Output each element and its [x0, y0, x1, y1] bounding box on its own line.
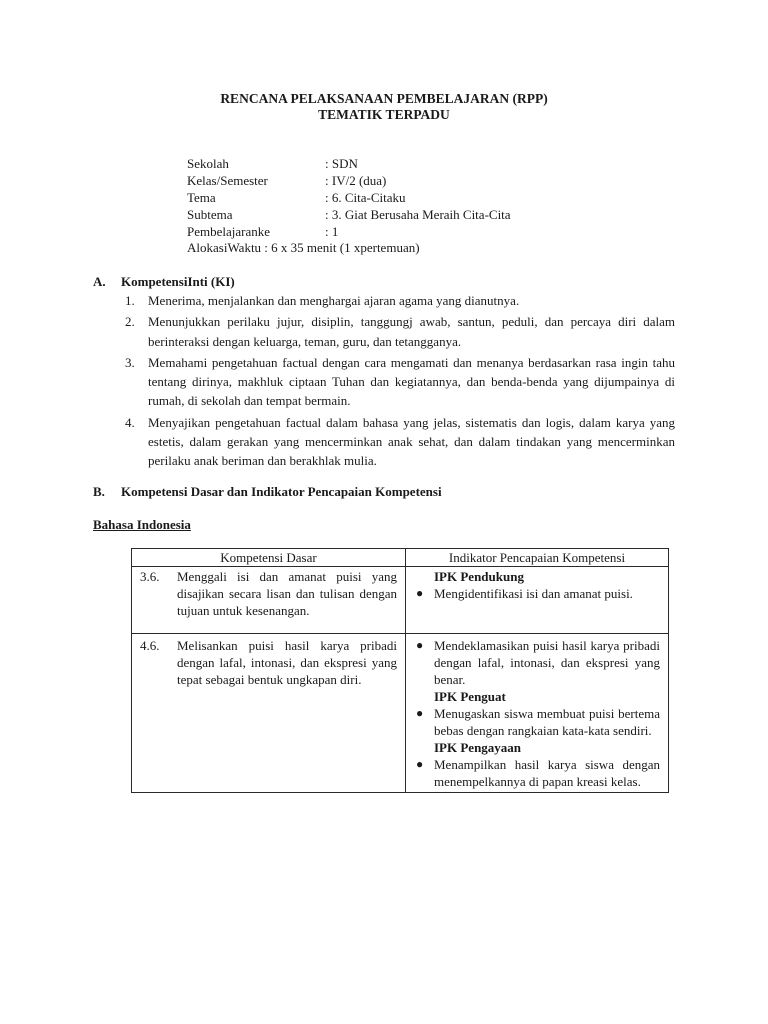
section-b-heading	[93, 483, 442, 500]
section-letter: A.	[93, 274, 106, 289]
section-title: Kompetensi Dasar dan Indikator Pencapaian Kompetensi	[121, 484, 442, 499]
bullet-icon: ●	[416, 706, 424, 720]
subject-heading: Bahasa Indonesia	[93, 517, 191, 532]
table-header-row	[132, 549, 669, 567]
list-text: Menyajikan pengetahuan factual dalam bahasa yang jelas, sistematis dan logis, dalam karya yang estetis, dalam gerakan yang mencerminkan anak sehat, dan dalam tindakan yang mencerminkan perilaku anak beriman dan berakhlak mulia.	[148, 414, 675, 469]
column-header-kd: Kompetensi Dasar	[132, 549, 406, 567]
kd-text: Melisankan puisi hasil karya pribadi dengan lafal, intonasi, dan ekspresi yang tepat sebagai bentuk ungkapan diri.	[177, 638, 397, 687]
section-a-heading	[93, 273, 235, 290]
list-text: Memahami pengetahuan factual dengan cara mengamati dan menanya berdasarkan rasa ingin tahu tentang dirinya, makhluk ciptaan Tuhan dan kegiatannya, dan benda-benda yang dijumpainya di rumah, di sekolah dan tempat bermain.	[148, 354, 675, 409]
ipk-bullet-item	[414, 705, 660, 739]
kd-code: 3.6.	[140, 569, 160, 584]
time-allocation: AlokasiWaktu : 6 x 35 menit (1 xpertemuan)	[187, 240, 420, 255]
identity-value: : SDN	[325, 156, 358, 171]
list-text: Menerima, menjalankan dan menghargai ajaran agama yang dianutnya.	[148, 293, 520, 308]
kd-text: Menggali isi dan amanat puisi yang disajikan secara lisan dan tulisan dengan tujuan untuk kesenangan.	[177, 569, 397, 618]
bullet-icon: ●	[416, 757, 424, 771]
ipk-bullet-item	[414, 637, 660, 688]
section-title: KompetensiInti (KI)	[121, 274, 235, 289]
doc-subtitle: TEMATIK TERPADU	[318, 107, 450, 122]
list-number: 4.	[125, 414, 135, 430]
ipk-cell	[406, 634, 669, 793]
ipk-cell	[406, 567, 669, 634]
kd-cell	[132, 634, 406, 793]
identity-value: : 6. Cita-Citaku	[325, 190, 406, 205]
identity-value: : IV/2 (dua)	[325, 173, 387, 188]
bullet-icon: ●	[416, 638, 424, 652]
ipk-heading: IPK Penguat	[434, 689, 506, 704]
table-row	[132, 634, 669, 793]
kd-code: 4.6.	[140, 638, 160, 653]
identity-label: Pembelajaranke	[187, 224, 271, 239]
identity-label: Kelas/Semester	[187, 173, 268, 188]
ipk-text: Menampilkan hasil karya siswa dengan menempelkannya di papan kreasi kelas.	[434, 757, 660, 789]
kd-entry	[140, 568, 397, 619]
list-item	[125, 291, 675, 310]
list-number: 1.	[125, 293, 135, 308]
list-number: 3.	[125, 354, 135, 370]
section-letter: B.	[93, 484, 105, 499]
identity-label: Tema	[187, 190, 216, 205]
ipk-heading: IPK Pendukung	[434, 569, 524, 584]
ipk-text: Mengidentifikasi isi dan amanat puisi.	[434, 586, 633, 601]
doc-title: RENCANA PELAKSANAAN PEMBELAJARAN (RPP)	[220, 91, 548, 106]
column-header-ipk: Indikator Pencapaian Kompetensi	[406, 549, 669, 567]
kd-entry	[140, 637, 397, 688]
ipk-text: Mendeklamasikan puisi hasil karya pribadi dengan lafal, intonasi, dan ekspresi yang benar.	[434, 638, 660, 687]
competency-table	[131, 548, 669, 793]
list-item	[125, 312, 675, 351]
identity-value: : 3. Giat Berusaha Meraih Cita-Cita	[325, 207, 511, 222]
list-item	[125, 413, 675, 471]
ipk-heading: IPK Pengayaan	[434, 740, 522, 755]
ipk-bullet-item	[414, 585, 660, 602]
identity-label: Subtema	[187, 207, 233, 222]
list-number: 2.	[125, 314, 135, 330]
bullet-icon: ●	[416, 586, 424, 600]
identity-value: : 1	[325, 224, 339, 239]
ipk-bullet-item	[414, 756, 660, 790]
list-item	[125, 353, 675, 411]
identity-label: Sekolah	[187, 156, 229, 171]
kd-cell	[132, 567, 406, 634]
ipk-text: Menugaskan siswa membuat puisi bertema bebas dengan rangkaian kata-kata sendiri.	[434, 706, 660, 738]
list-text: Menunjukkan perilaku jujur, disiplin, tanggungj awab, santun, peduli, dan percaya diri dalam berinteraksi dengan keluarga, teman, guru, dan tetangganya.	[148, 314, 675, 349]
table-row	[132, 567, 669, 634]
ki-list	[125, 291, 675, 473]
